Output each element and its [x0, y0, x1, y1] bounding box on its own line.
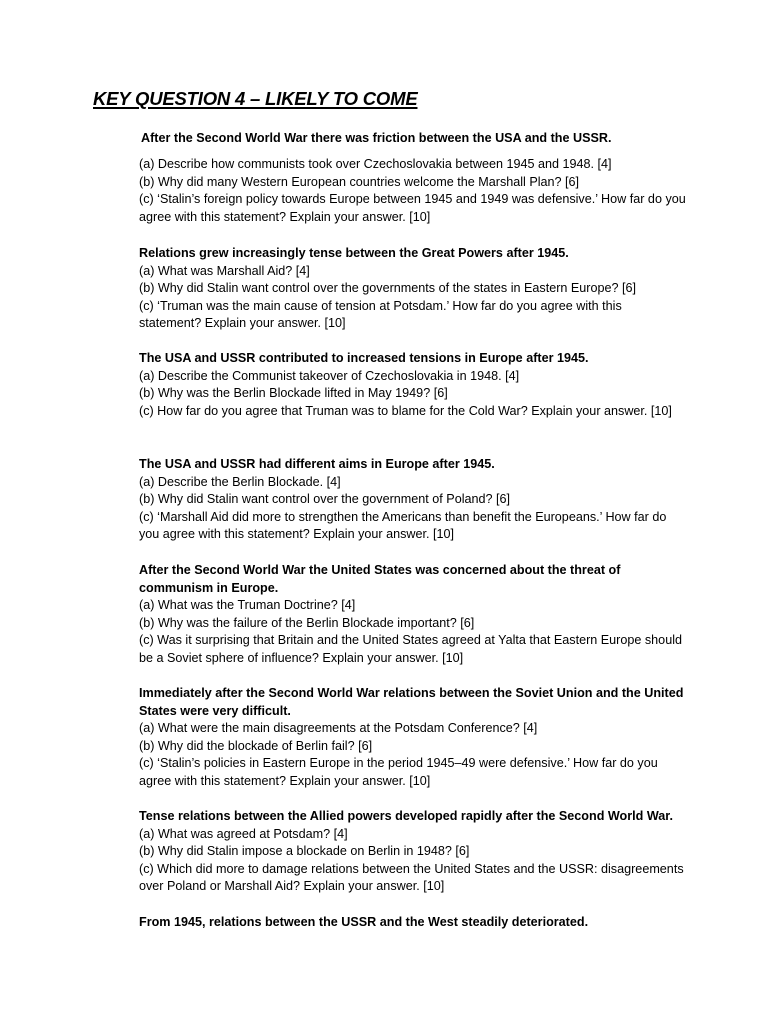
question-block-7 — [139, 808, 687, 896]
block-heading: The USA and USSR had different aims in Europe after 1945. — [139, 457, 495, 471]
block-heading: From 1945, relations between the USSR and the West steadily deteriorated. — [139, 915, 589, 929]
question-a: (a) Describe the Communist takeover of Czechoslovakia in 1948. [4] — [139, 368, 520, 383]
question-a: (a) What was the Truman Doctrine? [4] — [139, 598, 356, 613]
block-heading: The USA and USSR contributed to increased tensions in Europe after 1945. — [139, 351, 589, 365]
question-block-6 — [139, 685, 687, 791]
question-block-1 — [139, 156, 687, 226]
question-a: (a) What was agreed at Potsdam? [4] — [139, 826, 348, 841]
question-c: (c) Was it surprising that Britain and the United States agreed at Yalta that Eastern Europe should be a Soviet sphere of influence? Explain your answer. [10] — [139, 633, 682, 665]
question-a: (a) What were the main disagreements at the Potsdam Conference? [4] — [139, 721, 538, 736]
question-c: (c) Which did more to damage relations between the United States and the USSR: disagreements over Poland or Marshall Aid? Explain your answer. [10] — [139, 861, 684, 894]
question-b: (b) Why was the Berlin Blockade lifted in May 1949? [6] — [139, 386, 448, 401]
block-heading: Relations grew increasingly tense between the Great Powers after 1945. — [139, 246, 569, 260]
page-title: KEY QUESTION 4 – LIKELY TO COME — [93, 88, 418, 109]
question-block-2 — [139, 245, 687, 333]
question-c: (c) How far do you agree that Truman was to blame for the Cold War? Explain your answer. [10] — [139, 403, 672, 418]
question-a: (a) Describe how communists took over Czechoslovakia between 1945 and 1948. [4] — [139, 157, 612, 171]
question-c: (c) ‘Truman was the main cause of tension at Potsdam.’ How far do you agree with this statement? Explain your answer. [10] — [139, 298, 622, 331]
question-c: (c) ‘Stalin’s foreign policy towards Europe between 1945 and 1949 was defensive.’ How far do you agree with this statement? Explain your answer. [10] — [139, 192, 686, 224]
question-b: (b) Why did Stalin impose a blockade on Berlin in 1948? [6] — [139, 844, 470, 859]
block-heading: After the Second World War the United States was concerned about the threat of communism in Europe. — [139, 563, 621, 595]
question-b: (b) Why did Stalin want control over the government of Poland? [6] — [139, 492, 511, 507]
block-heading: Immediately after the Second World War relations between the Soviet Union and the United States were very difficult. — [139, 686, 684, 718]
question-b: (b) Why did Stalin want control over the governments of the states in Eastern Europe? [6] — [139, 281, 637, 296]
question-block-3 — [139, 350, 687, 420]
question-block-4 — [139, 456, 687, 544]
question-c: (c) ‘Marshall Aid did more to strengthen the Americans than benefit the Europeans.’ How far do you agree with this statement? Explain your answer. [10] — [139, 509, 667, 542]
question-a: (a) What was Marshall Aid? [4] — [139, 263, 310, 278]
question-a: (a) Describe the Berlin Blockade. [4] — [139, 474, 341, 489]
question-b: (b) Why did many Western European countries welcome the Marshall Plan? [6] — [139, 174, 580, 189]
question-b: (b) Why was the failure of the Berlin Blockade important? [6] — [139, 615, 475, 630]
question-b: (b) Why did the blockade of Berlin fail? [6] — [139, 738, 373, 753]
question-c: (c) ‘Stalin’s policies in Eastern Europe in the period 1945–49 were defensive.’ How far do you agree with this statement? Explain your answer. [10] — [139, 756, 658, 788]
block-heading: Tense relations between the Allied powers developed rapidly after the Second World War. — [139, 809, 673, 823]
question-block-8 — [139, 914, 687, 932]
intro-statement: After the Second World War there was friction between the USA and the USSR. — [141, 131, 612, 145]
question-block-5 — [139, 562, 687, 668]
